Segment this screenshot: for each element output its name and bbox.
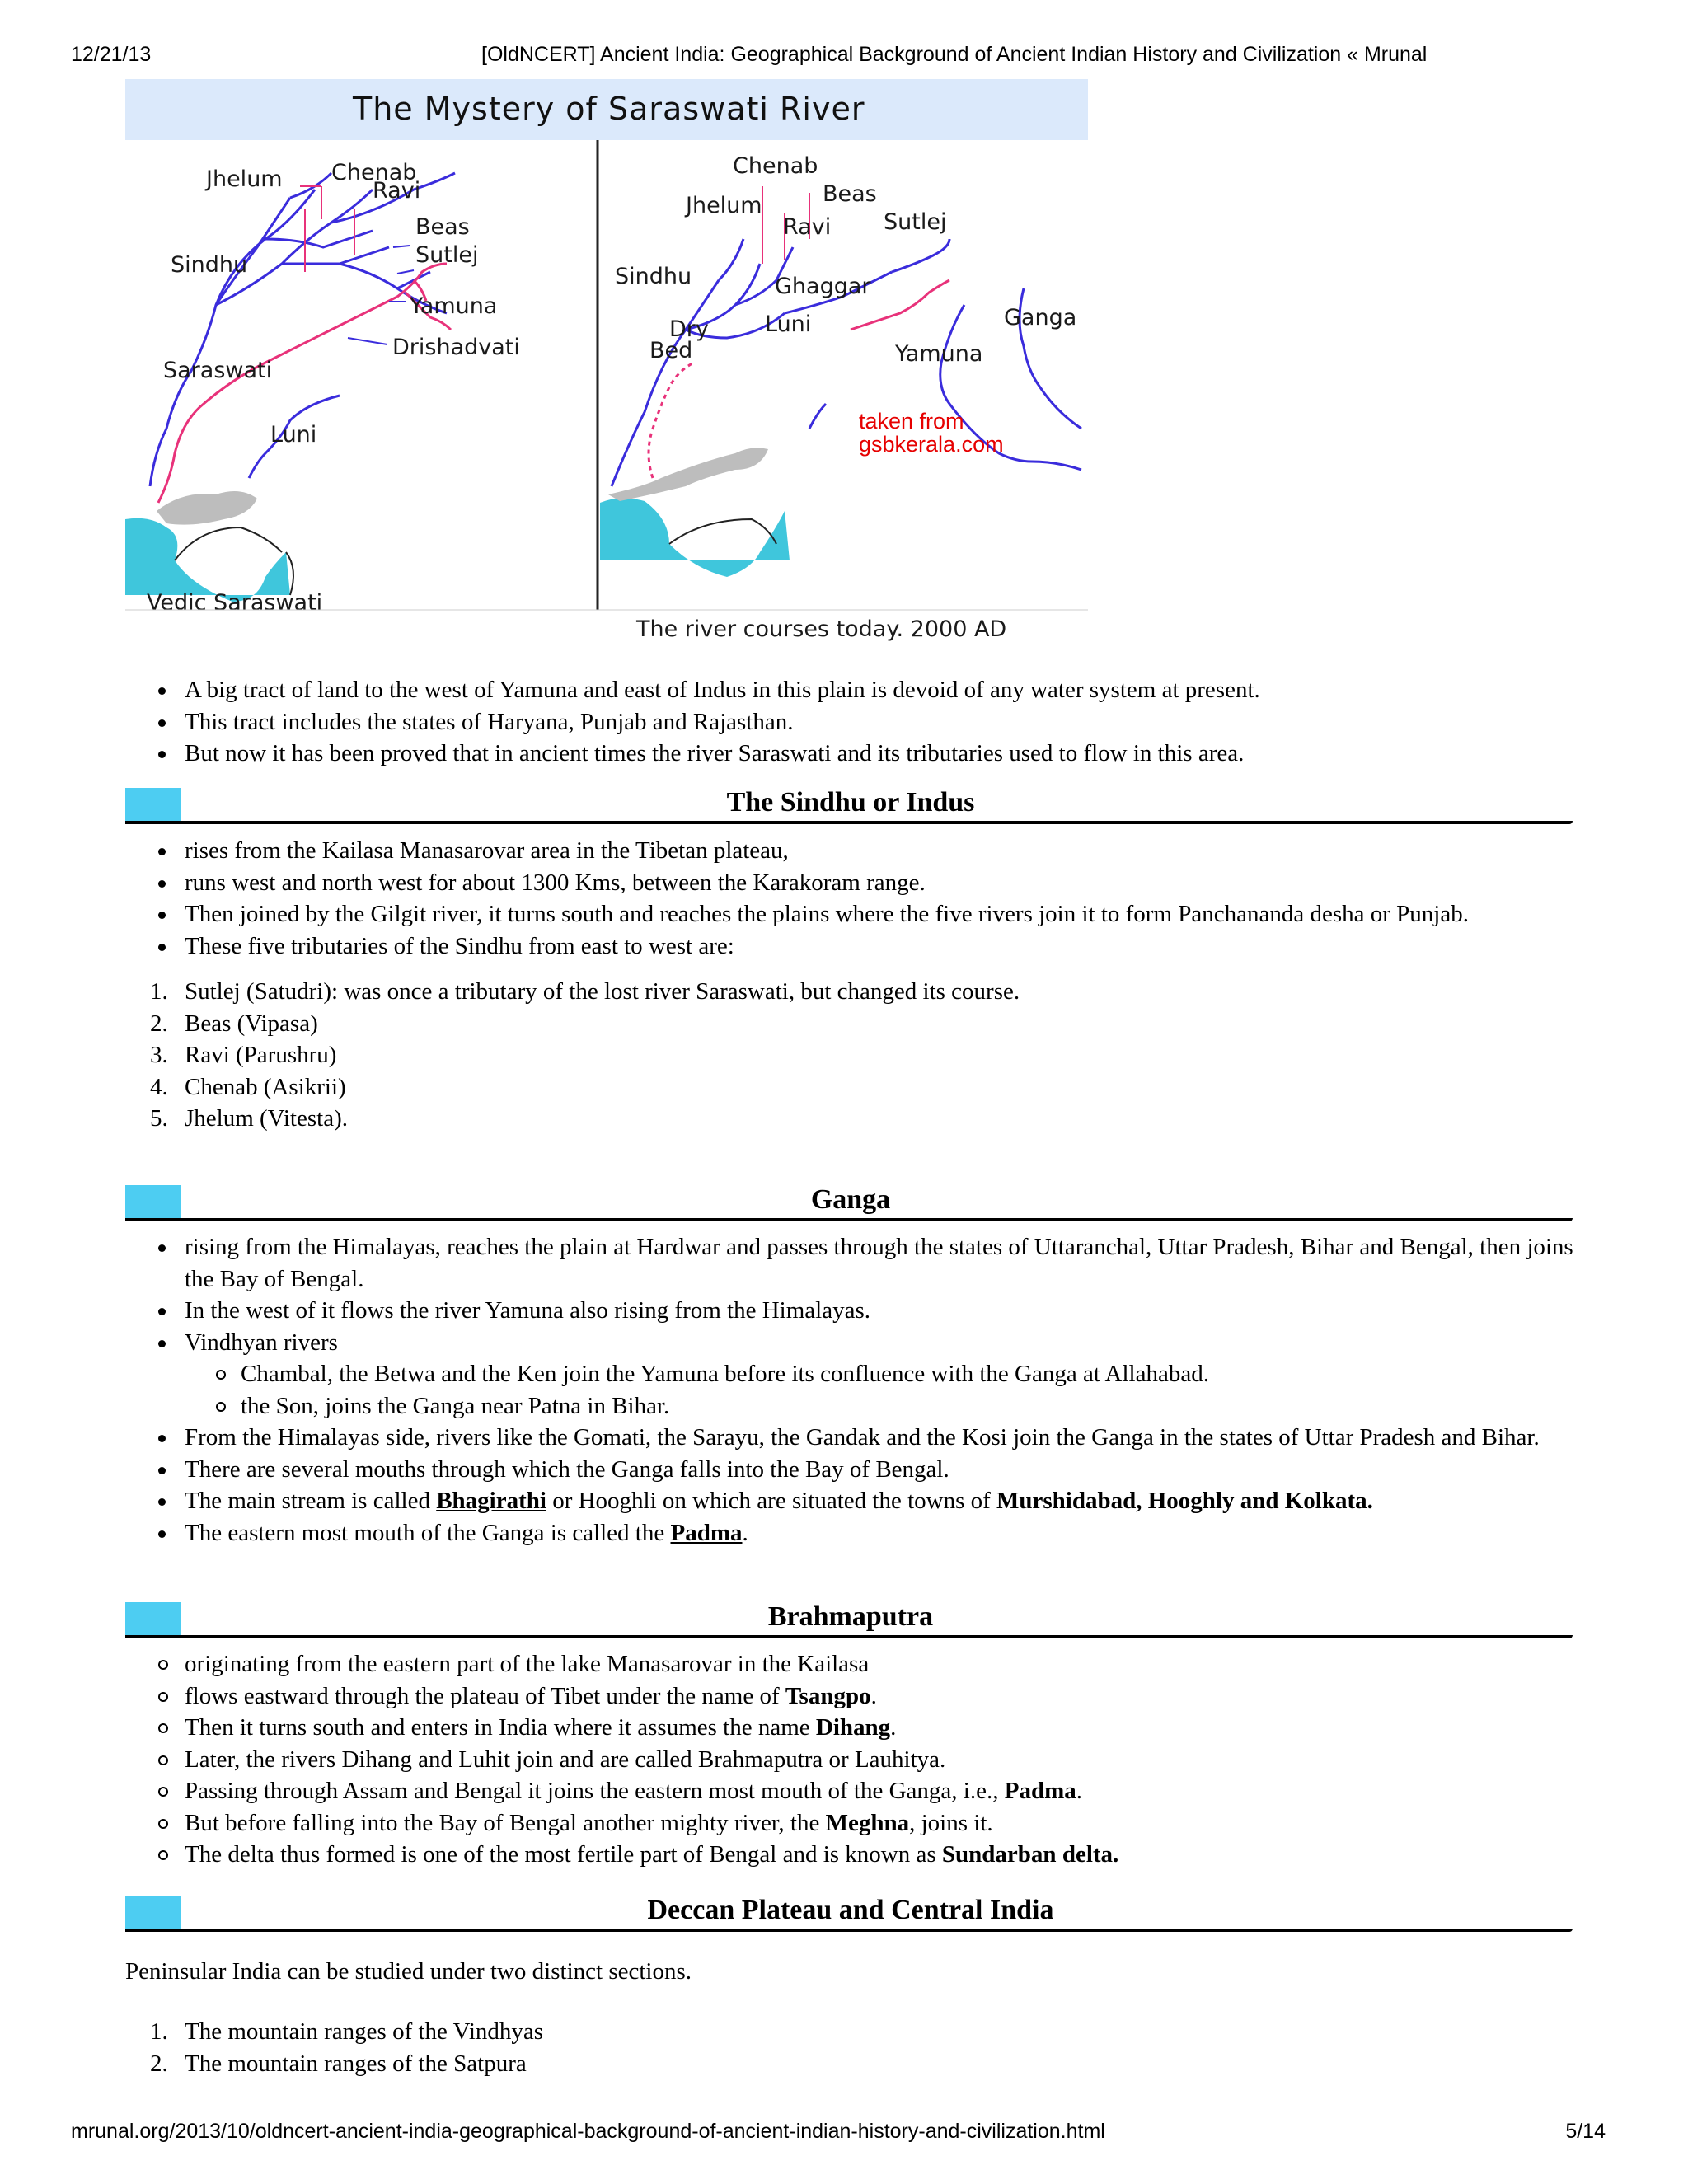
brahmaputra-section bbox=[125, 1648, 1576, 1871]
section-heading-brahmaputra bbox=[125, 1599, 1576, 1637]
list-item: Passing through Assam and Bengal it joins the eastern most mouth of the Ganga, i.e., Padma. bbox=[125, 1775, 1576, 1807]
list-item: Then it turns south and enters in India where it assumes the name Dihang. bbox=[125, 1712, 1576, 1744]
left-label-chenab: Chenab bbox=[331, 160, 417, 185]
list-item: But before falling into the Bay of Bengal another mighty river, the Meghna, joins it. bbox=[125, 1807, 1576, 1840]
list-item: The eastern most mouth of the Ganga is called the Padma. bbox=[125, 1517, 1576, 1549]
left-label-sindhu: Sindhu bbox=[171, 252, 248, 278]
right-label-beas: Beas bbox=[823, 181, 877, 207]
right-label-ravi: Ravi bbox=[783, 214, 832, 240]
heading-rule bbox=[125, 821, 1573, 824]
list-item: But now it has been proved that in ancient times the river Saraswati and its tributaries used to flow in this area. bbox=[125, 738, 1576, 770]
right-label-sutlej: Sutlej bbox=[884, 209, 947, 235]
right-caption: The river courses today. 2000 AD bbox=[636, 616, 1007, 642]
list-item: rising from the Himalayas, reaches the plain at Hardwar and passes through the states of Uttaranchal, Uttar Pradesh, Bihar and Bengal, then joins the Bay of Bengal. bbox=[125, 1231, 1576, 1295]
list-item: 3. Ravi (Parushru) bbox=[150, 1042, 337, 1068]
brahmaputra-bullet-list bbox=[125, 1648, 1576, 1871]
print-page-title: [OldNCERT] Ancient India: Geographical Background of Ancient Indian History and Civilization « Mrunal bbox=[481, 43, 1428, 66]
deccan-ranges-list bbox=[125, 2016, 1576, 2079]
list-item: 5. Jhelum (Vitesta). bbox=[150, 1105, 348, 1132]
deccan-section bbox=[125, 2016, 1576, 2079]
list-item: 2. Beas (Vipasa) bbox=[150, 1010, 318, 1037]
intro-bullet-list bbox=[125, 674, 1576, 770]
figure-title: The Mystery of Saraswati River bbox=[353, 91, 865, 127]
list-item: Chambal, the Betwa and the Ken join the Yamuna before its confluence with the Ganga at Allahabad. bbox=[125, 1358, 1576, 1390]
section-heading-sindhu bbox=[125, 785, 1576, 823]
left-label-jhelum: Jhelum bbox=[206, 166, 283, 192]
ganga-bullet-list-2 bbox=[125, 1422, 1576, 1549]
figure-title-bar bbox=[125, 79, 1088, 140]
river-maps bbox=[125, 140, 1088, 648]
left-saraswati-river bbox=[158, 264, 451, 503]
list-item: This tract includes the states of Haryana, Punjab and Rajasthan. bbox=[125, 706, 1576, 738]
list-item: Vindhyan rivers bbox=[125, 1327, 1576, 1359]
right-label-luni: Luni bbox=[765, 312, 812, 337]
sindhu-section bbox=[125, 835, 1576, 1135]
heading-text: The Sindhu or Indus bbox=[726, 787, 975, 818]
heading-text: Ganga bbox=[810, 1184, 891, 1215]
right-label-ghaggar: Ghaggar bbox=[775, 274, 871, 299]
today-river-map bbox=[600, 153, 1081, 642]
page-number: 5/14 bbox=[1565, 2120, 1606, 2143]
left-label-ravi: Ravi bbox=[373, 178, 421, 204]
left-label-sutlej: Sutlej bbox=[415, 242, 479, 268]
deccan-intro: Peninsular India can be studied under two distinct sections. bbox=[125, 1958, 692, 1985]
vindhyan-rivers-list bbox=[125, 1358, 1576, 1422]
vedic-saraswati-map bbox=[125, 160, 520, 616]
heading-text: Deccan Plateau and Central India bbox=[647, 1895, 1054, 1925]
list-item: originating from the eastern part of the lake Manasarovar in the Kailasa bbox=[125, 1648, 1576, 1680]
right-label-yamuna: Yamuna bbox=[895, 341, 983, 367]
list-item: 4. Chenab (Asikrii) bbox=[150, 1073, 346, 1100]
list-item: Then joined by the Gilgit river, it turns south and reaches the plains where the five rivers join it to form Panchananda desha or Punjab. bbox=[125, 898, 1576, 930]
heading-rule bbox=[125, 1218, 1573, 1221]
credit-line-2: gsbkerala.com bbox=[859, 432, 1004, 457]
list-item: Later, the rivers Dihang and Luhit join and are called Brahmaputra or Lauhitya. bbox=[125, 1744, 1576, 1776]
left-label-saraswati: Saraswati bbox=[163, 358, 273, 383]
list-item: the Son, joins the Ganga near Patna in Bihar. bbox=[125, 1390, 1576, 1422]
right-dry-bed bbox=[649, 363, 694, 478]
list-item: The delta thus formed is one of the most fertile part of Bengal and is known as Sundarban delta. bbox=[125, 1839, 1576, 1871]
list-item: A big tract of land to the west of Yamuna and east of Indus in this plain is devoid of any water system at present. bbox=[125, 674, 1576, 706]
section-heading-ganga bbox=[125, 1182, 1576, 1220]
left-caption: Vedic Saraswati bbox=[147, 590, 323, 616]
sindhu-tributary-list bbox=[125, 976, 1576, 1135]
list-item: runs west and north west for about 1300 Kms, between the Karakoram range. bbox=[125, 867, 1576, 899]
left-sea bbox=[125, 518, 290, 602]
sindhu-bullet-list bbox=[125, 835, 1576, 962]
saraswati-map-figure bbox=[125, 79, 1088, 648]
list-item: flows eastward through the plateau of Tibet under the name of Tsangpo. bbox=[125, 1680, 1576, 1713]
bhagirathi-link[interactable]: Bhagirathi bbox=[436, 1488, 546, 1514]
right-label-chenab: Chenab bbox=[733, 153, 818, 179]
print-header bbox=[71, 43, 1617, 76]
left-label-beas: Beas bbox=[415, 214, 470, 240]
section-heading-deccan bbox=[125, 1892, 1576, 1930]
list-item: From the Himalayas side, rivers like the Gomati, the Sarayu, the Gandak and the Kosi join the Ganga in the states of Uttar Pradesh and Bihar. bbox=[125, 1422, 1576, 1454]
ganga-bullet-list bbox=[125, 1231, 1576, 1358]
list-item: 1. The mountain ranges of the Vindhyas bbox=[150, 2018, 544, 2045]
heading-text: Brahmaputra bbox=[767, 1601, 934, 1632]
heading-rule bbox=[125, 1929, 1573, 1932]
list-item: The main stream is called Bhagirathi or Hooghli on which are situated the towns of Murshidabad, Hooghly and Kolkata. bbox=[125, 1485, 1576, 1517]
right-label-ganga: Ganga bbox=[1004, 305, 1077, 330]
list-item: rises from the Kailasa Manasarovar area in the Tibetan plateau, bbox=[125, 835, 1576, 867]
right-sea bbox=[600, 498, 790, 577]
right-label-bed: Bed bbox=[649, 338, 693, 363]
left-label-drishadvati: Drishadvati bbox=[392, 335, 520, 360]
left-label-luni: Luni bbox=[270, 422, 317, 448]
page-url: mrunal.org/2013/10/oldncert-ancient-india-geographical-background-of-ancient-indian-history-and-civilization.html bbox=[71, 2120, 1105, 2143]
left-label-yamuna: Yamuna bbox=[410, 293, 498, 319]
right-label-jhelum: Jhelum bbox=[686, 193, 762, 218]
left-desert bbox=[157, 491, 257, 525]
list-item: 2. The mountain ranges of the Satpura bbox=[150, 2050, 527, 2077]
ganga-section bbox=[125, 1231, 1576, 1549]
padma-link[interactable]: Padma bbox=[670, 1519, 743, 1546]
intro-section bbox=[125, 674, 1576, 770]
right-label-sindhu: Sindhu bbox=[615, 264, 692, 289]
list-item: 1. Sutlej (Satudri): was once a tributary of the lost river Saraswati, but changed its course. bbox=[150, 978, 1020, 1005]
right-desert bbox=[608, 448, 768, 501]
right-label-dry: Dry bbox=[669, 316, 709, 342]
print-footer bbox=[71, 2120, 1617, 2153]
heading-rule bbox=[125, 1635, 1573, 1638]
list-item: There are several mouths through which the Ganga falls into the Bay of Bengal. bbox=[125, 1454, 1576, 1486]
credit-line-1: taken from bbox=[859, 409, 964, 434]
list-item: These five tributaries of the Sindhu from east to west are: bbox=[125, 930, 1576, 963]
print-date: 12/21/13 bbox=[71, 43, 152, 66]
list-item: In the west of it flows the river Yamuna also rising from the Himalayas. bbox=[125, 1295, 1576, 1327]
